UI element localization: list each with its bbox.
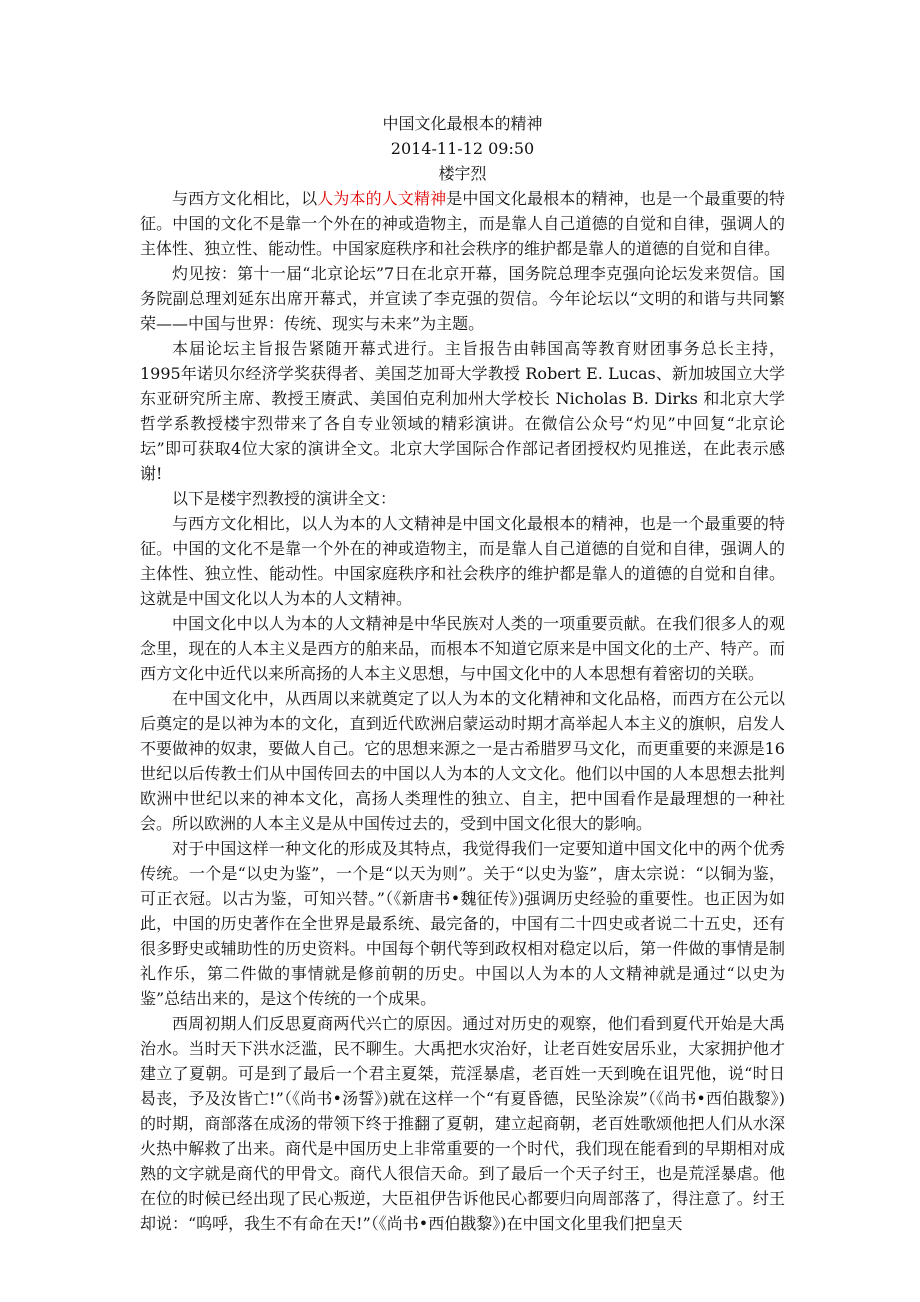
forum-report-paragraph: 本届论坛主旨报告紧随开幕式进行。主旨报告由韩国高等教育财团事务总长主持，1995年诺贝尔经济学奖获得者、美国芝加哥大学教授 Robert E. Lucas、新加坡国立大学东亚研究所主席、教授王赓武、美国伯克利加州大学校长 Nicholas B. Dirks 和北京大学哲学系教授楼宇烈带来了各自专业领域的精彩演讲。在微信公众号“灼见”中回复“北京论坛”即可获取4位大家的演讲全文。北京大学国际合作部记者团授权灼见推送，在此表示感谢! — [140, 339, 785, 483]
intro-highlight: 人为本的人文精神 — [317, 189, 447, 208]
body-paragraph: 西周初期人们反思夏商两代兴亡的原因。通过对历史的观察，他们看到夏代开始是大禹治水。当时天下洪水泛滥，民不聊生。大禹把水灾治好，让老百姓安居乐业，大家拥护他才建立了夏朝。可是到了最后一个君主夏桀，荒淫暴虐，老百姓一天到晚在诅咒他，说“时日曷丧，予及汝皆亡!”（《尚书•汤誓》)就在这样一个“有夏昏德，民坠涂炭”（《尚书•西伯戡黎》)的时期，商部落在成汤的带领下终于推翻了夏朝，建立起商朝，老百姓歌颂他把人们从水深火热中解救了出来。商代是中国历史上非常重要的一个时代，我们现在能看到的早期相对成熟的文字就是商代的甲骨文。商代人很信天命。到了最后一个天子纣王，也是荒淫暴虐。他在位的时候已经出现了民心叛逆，大臣祖伊告诉他民心都要归向周部落了，得注意了。纣王却说：“呜呼，我生不有命在天!”（《尚书•西伯戡黎》)在中国文化里我们把皇天 — [140, 1014, 785, 1233]
body-paragraph: 对于中国这样一种文化的形成及其特点，我觉得我们一定要知道中国文化中的两个优秀传统。一个是“以史为鉴”，一个是“以天为则”。关于“以史为鉴”，唐太宗说：“以铜为鉴，可正衣冠。以古为鉴，可知兴替。”（《新唐书•魏征传》)强调历史经验的重要性。也正因为如此，中国的历史著作在全世界是最系统、最完备的，中国有二十四史或者说二十五史，还有很多野史或辅助性的历史资料。中国每个朝代等到政权相对稳定以后，第一件做的事情是制礼作乐，第二件做的事情就是修前朝的历史。中国以人为本的人文精神就是通过“以史为鉴”总结出来的，是这个传统的一个成果。 — [140, 839, 785, 1008]
speech-intro-line: 以下是楼宇烈教授的演讲全文： — [172, 489, 397, 508]
article-author: 楼宇烈 — [438, 164, 487, 183]
body-paragraph: 在中国文化中，从西周以来就奠定了以人为本的文化精神和文化品格，而西方在公元以后奠定的是以神为本的文化，直到近代欧洲启蒙运动时期才高举起人本主义的旗帜，启发人不要做神的奴隶，要做人自己。它的思想来源之一是古希腊罗马文化，而更重要的来源是16世纪以后传教士们从中国传回去的中国以人为本的人文文化。他们以中国的人本思想去批判欧洲中世纪以来的神本文化，高扬人类理性的独立、自主，把中国看作是最理想的一种社会。所以欧洲的人本主义是从中国传过去的，受到中国文化很大的影响。 — [140, 689, 785, 833]
document-page — [140, 111, 785, 1236]
article-title: 中国文化最根本的精神 — [382, 114, 543, 133]
body-paragraph: 中国文化中以人为本的人文精神是中华民族对人类的一项重要贡献。在我们很多人的观念里，现在的人本主义是西方的舶来品，而根本不知道它原来是中国文化的土产、特产。而西方文化中近代以来所高扬的人本主义思想，与中国文化中的人本思想有着密切的关联。 — [140, 614, 785, 683]
intro-text-after: 是中国文化最根本的精神，也是一个最重要的特征。中国的文化不是靠一个外在的神或造物主，而是靠人自己道德的自觉和自律，强调人的主体性、独立性、能动性。中国家庭秩序和社会秩序的维护都是靠人的道德的自觉和自律。 — [140, 189, 785, 258]
editor-note-paragraph: 灼见按：第十一届“北京论坛”7日在北京开幕，国务院总理李克强向论坛发来贺信。国务院副总理刘延东出席开幕式，并宣读了李克强的贺信。今年论坛以“文明的和谐与共同繁荣——中国与世界：传统、现实与未来”为主题。 — [140, 264, 785, 333]
intro-paragraph — [140, 186, 785, 261]
intro-text-before: 与西方文化相比，以 — [172, 189, 318, 208]
body-paragraph: 与西方文化相比，以人为本的人文精神是中国文化最根本的精神，也是一个最重要的特征。中国的文化不是靠一个外在的神或造物主，而是靠人自己道德的自觉和自律，强调人的主体性、独立性、能动性。中国家庭秩序和社会秩序的维护都是靠人的道德的自觉和自律。这就是中国文化以人为本的人文精神。 — [140, 514, 785, 608]
article-datetime: 2014-11-12 09:50 — [390, 139, 535, 158]
